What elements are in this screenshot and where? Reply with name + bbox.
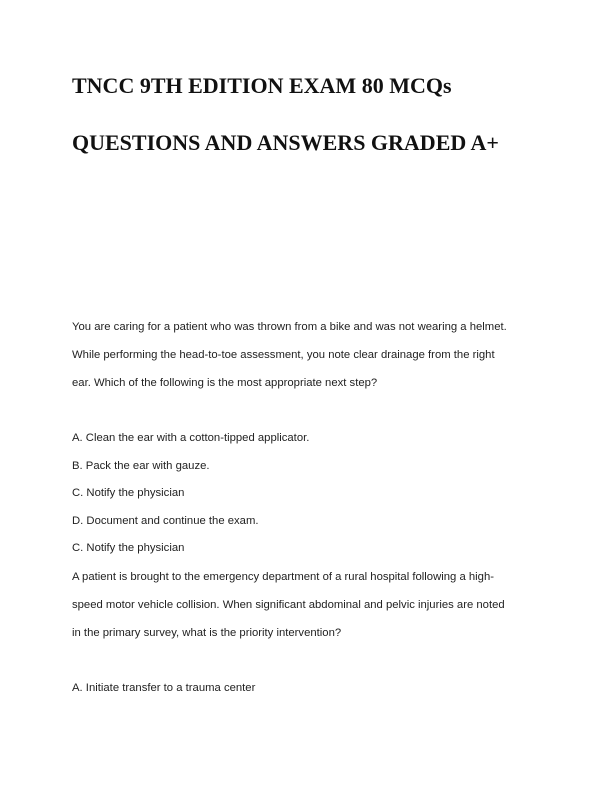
question-1-stem-line-3: ear. Which of the following is the most appropriate next step? xyxy=(72,377,378,389)
question-1-option-c: C. Notify the physician xyxy=(72,487,185,499)
question-1-stem-line-1: You are caring for a patient who was thrown from a bike and was not wearing a helmet. xyxy=(72,321,507,333)
question-1-option-b: B. Pack the ear with gauze. xyxy=(72,460,210,472)
question-2-stem-line-3: in the primary survey, what is the priority intervention? xyxy=(72,627,342,639)
question-1-option-a: A. Clean the ear with a cotton-tipped applicator. xyxy=(72,432,310,444)
question-2-stem-line-1: A patient is brought to the emergency department of a rural hospital following a high- xyxy=(72,571,495,583)
document-title-line-1: TNCC 9TH EDITION EXAM 80 MCQs xyxy=(72,73,452,98)
question-2-option-a: A. Initiate transfer to a trauma center xyxy=(72,682,256,694)
question-1-stem-line-2: While performing the head-to-toe assessment, you note clear drainage from the right xyxy=(72,349,495,361)
document-title-line-2: QUESTIONS AND ANSWERS GRADED A+ xyxy=(72,130,499,155)
question-1-option-d: D. Document and continue the exam. xyxy=(72,515,259,527)
question-2-stem-line-2: speed motor vehicle collision. When significant abdominal and pelvic injuries are noted xyxy=(72,599,505,611)
question-1-answer: C. Notify the physician xyxy=(72,542,185,554)
